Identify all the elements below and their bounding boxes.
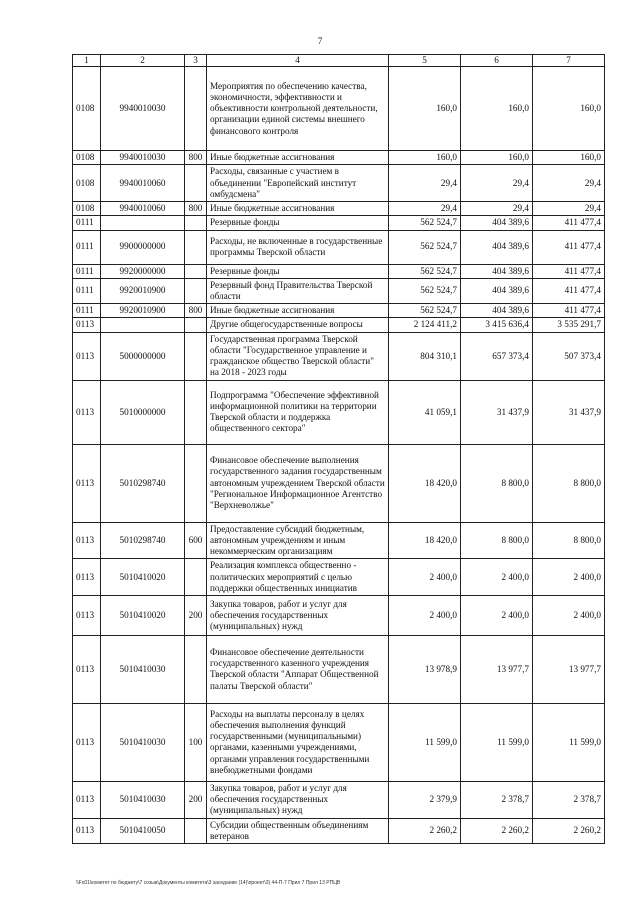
cell-expense-type	[185, 444, 207, 522]
cell-expense-type: 200	[185, 595, 207, 635]
cell-target-code: 5010410050	[101, 818, 185, 843]
cell-name: Реализация комплекса общественно - политических мероприятий с целью поддержки общественных инициатив	[207, 559, 389, 596]
cell-amount-3: 29,4	[533, 165, 605, 202]
cell-name: Иные бюджетные ассигнования	[207, 202, 389, 216]
cell-amount-1: 18 420,0	[389, 444, 461, 522]
cell-target-code: 9940010030	[101, 151, 185, 165]
cell-amount-1: 2 260,2	[389, 818, 461, 843]
cell-target-code: 9940010030	[101, 67, 185, 151]
cell-section: 0113	[73, 332, 101, 380]
cell-amount-3: 160,0	[533, 151, 605, 165]
cell-amount-3: 411 477,4	[533, 304, 605, 318]
cell-section: 0108	[73, 165, 101, 202]
cell-name: Мероприятия по обеспечению качества, экономичности, эффективности и объективности контрольной деятельности, организации единой системы внешнего финансового контроля	[207, 67, 389, 151]
cell-section: 0108	[73, 151, 101, 165]
header-col-2: 2	[101, 55, 185, 67]
cell-section: 0111	[73, 264, 101, 278]
cell-name: Расходы, связанные с участием в объединении "Европейский институт омбудсмена"	[207, 165, 389, 202]
cell-name: Финансовое обеспечение выполнения государственного задания государственным автономным учреждением Тверской области "Региональное Информационное Агентство "Верхневолжье"	[207, 444, 389, 522]
table-row	[73, 444, 605, 522]
header-col-1: 1	[73, 55, 101, 67]
cell-amount-1: 160,0	[389, 151, 461, 165]
cell-amount-2: 2 260,2	[461, 818, 533, 843]
cell-amount-1: 2 379,9	[389, 781, 461, 818]
cell-amount-3: 2 400,0	[533, 595, 605, 635]
cell-target-code: 9900000000	[101, 230, 185, 264]
cell-name: Резервные фонды	[207, 216, 389, 230]
cell-amount-3: 411 477,4	[533, 216, 605, 230]
cell-section: 0113	[73, 703, 101, 781]
cell-amount-3: 160,0	[533, 67, 605, 151]
cell-expense-type: 200	[185, 781, 207, 818]
cell-amount-2: 404 389,6	[461, 216, 533, 230]
cell-amount-3: 2 260,2	[533, 818, 605, 843]
cell-section: 0113	[73, 818, 101, 843]
cell-expense-type	[185, 635, 207, 703]
cell-amount-3: 13 977,7	[533, 635, 605, 703]
table-row	[73, 595, 605, 635]
cell-amount-2: 11 599,0	[461, 703, 533, 781]
cell-section: 0108	[73, 202, 101, 216]
header-col-5: 5	[389, 55, 461, 67]
cell-amount-1: 18 420,0	[389, 522, 461, 559]
table-row	[73, 318, 605, 332]
table-row	[73, 380, 605, 444]
cell-amount-3: 411 477,4	[533, 264, 605, 278]
cell-section: 0113	[73, 522, 101, 559]
cell-name: Предоставление субсидий бюджетным, автономным учреждениям и иным некоммерческим организациям	[207, 522, 389, 559]
cell-amount-1: 2 400,0	[389, 559, 461, 596]
cell-name: Расходы на выплаты персоналу в целях обеспечения выполнения функций государственными (муниципальными) органами, казенными учреждениями, органами управления государственными внебюджетными фондами	[207, 703, 389, 781]
cell-amount-1: 562 524,7	[389, 216, 461, 230]
cell-amount-2: 29,4	[461, 165, 533, 202]
cell-target-code: 9940010060	[101, 202, 185, 216]
cell-name: Иные бюджетные ассигнования	[207, 304, 389, 318]
cell-name: Иные бюджетные ассигнования	[207, 151, 389, 165]
header-col-3: 3	[185, 55, 207, 67]
table-header-row	[73, 55, 605, 67]
cell-expense-type: 800	[185, 151, 207, 165]
cell-amount-3: 3 535 291,7	[533, 318, 605, 332]
cell-name: Подпрограмма "Обеспечение эффективной информационной политики на территории Тверской области и поддержка общественного сектора"	[207, 380, 389, 444]
table-row	[73, 818, 605, 843]
cell-amount-1: 562 524,7	[389, 278, 461, 303]
cell-section: 0111	[73, 216, 101, 230]
table-row	[73, 264, 605, 278]
cell-expense-type	[185, 230, 207, 264]
cell-expense-type	[185, 67, 207, 151]
cell-amount-1: 160,0	[389, 67, 461, 151]
cell-amount-1: 13 978,9	[389, 635, 461, 703]
cell-amount-1: 29,4	[389, 165, 461, 202]
cell-target-code: 5010410020	[101, 595, 185, 635]
cell-name: Резервный фонд Правительства Тверской области	[207, 278, 389, 303]
cell-expense-type: 800	[185, 304, 207, 318]
cell-amount-3: 8 800,0	[533, 522, 605, 559]
cell-name: Закупка товаров, работ и услуг для обеспечения государственных (муниципальных) нужд	[207, 781, 389, 818]
cell-amount-3: 507 373,4	[533, 332, 605, 380]
cell-amount-3: 411 477,4	[533, 278, 605, 303]
cell-section: 0111	[73, 278, 101, 303]
cell-section: 0113	[73, 444, 101, 522]
cell-name: Закупка товаров, работ и услуг для обеспечения государственных (муниципальных) нужд	[207, 595, 389, 635]
cell-target-code: 9920010900	[101, 278, 185, 303]
cell-target-code: 5000000000	[101, 332, 185, 380]
table-row	[73, 216, 605, 230]
cell-expense-type	[185, 380, 207, 444]
cell-amount-2: 31 437,9	[461, 380, 533, 444]
cell-expense-type: 100	[185, 703, 207, 781]
cell-amount-1: 804 310,1	[389, 332, 461, 380]
cell-section: 0108	[73, 67, 101, 151]
cell-expense-type	[185, 332, 207, 380]
cell-amount-2: 29,4	[461, 202, 533, 216]
table-row	[73, 67, 605, 151]
cell-name: Резервные фонды	[207, 264, 389, 278]
cell-amount-2: 404 389,6	[461, 304, 533, 318]
cell-section: 0113	[73, 781, 101, 818]
budget-table	[72, 54, 605, 844]
table-body	[73, 67, 605, 844]
cell-expense-type	[185, 278, 207, 303]
page-number: 7	[317, 36, 323, 46]
cell-target-code: 9920000000	[101, 264, 185, 278]
cell-section: 0113	[73, 318, 101, 332]
table-row	[73, 781, 605, 818]
cell-name: Субсидии общественным объединениям ветеранов	[207, 818, 389, 843]
table-row	[73, 151, 605, 165]
cell-amount-3: 31 437,9	[533, 380, 605, 444]
cell-section: 0111	[73, 304, 101, 318]
cell-target-code	[101, 318, 185, 332]
cell-target-code: 5010410020	[101, 559, 185, 596]
cell-amount-2: 8 800,0	[461, 444, 533, 522]
cell-amount-1: 41 059,1	[389, 380, 461, 444]
cell-name: Другие общегосударственные вопросы	[207, 318, 389, 332]
cell-amount-1: 29,4	[389, 202, 461, 216]
cell-amount-1: 2 400,0	[389, 595, 461, 635]
cell-amount-3: 8 800,0	[533, 444, 605, 522]
cell-amount-2: 404 389,6	[461, 264, 533, 278]
cell-section: 0113	[73, 595, 101, 635]
table-row	[73, 230, 605, 264]
header-col-4: 4	[207, 55, 389, 67]
cell-expense-type: 800	[185, 202, 207, 216]
cell-amount-2: 2 400,0	[461, 595, 533, 635]
cell-expense-type	[185, 264, 207, 278]
cell-amount-3: 11 599,0	[533, 703, 605, 781]
cell-target-code: 5010298740	[101, 444, 185, 522]
cell-amount-2: 13 977,7	[461, 635, 533, 703]
cell-amount-3: 2 378,7	[533, 781, 605, 818]
cell-target-code: 5010000000	[101, 380, 185, 444]
table-row	[73, 165, 605, 202]
cell-amount-1: 11 599,0	[389, 703, 461, 781]
cell-target-code: 9920010900	[101, 304, 185, 318]
cell-amount-3: 411 477,4	[533, 230, 605, 264]
cell-amount-3: 2 400,0	[533, 559, 605, 596]
cell-amount-2: 160,0	[461, 67, 533, 151]
cell-amount-2: 404 389,6	[461, 278, 533, 303]
cell-amount-2: 160,0	[461, 151, 533, 165]
cell-expense-type	[185, 318, 207, 332]
cell-name: Расходы, не включенные в государственные программы Тверской области	[207, 230, 389, 264]
cell-section: 0111	[73, 230, 101, 264]
table-row	[73, 202, 605, 216]
cell-target-code: 5010410030	[101, 703, 185, 781]
cell-amount-2: 2 400,0	[461, 559, 533, 596]
cell-amount-1: 562 524,7	[389, 230, 461, 264]
cell-expense-type: 600	[185, 522, 207, 559]
cell-amount-2: 3 415 636,4	[461, 318, 533, 332]
table-row	[73, 304, 605, 318]
cell-amount-2: 657 373,4	[461, 332, 533, 380]
footer-file-path: \\Fs01\комитет по бюджету\7 созыв\Документы комитета\3 заседание (14)\проект\3) 44-П-7 Прил 7 Прил 13 РПЦВ	[76, 880, 341, 886]
header-col-6: 6	[461, 55, 533, 67]
cell-expense-type	[185, 216, 207, 230]
cell-section: 0113	[73, 380, 101, 444]
cell-name: Государственная программа Тверской области "Государственное управление и гражданское общество Тверской области" на 2018 - 2023 годы	[207, 332, 389, 380]
cell-expense-type	[185, 818, 207, 843]
cell-amount-1: 562 524,7	[389, 304, 461, 318]
cell-target-code: 5010410030	[101, 635, 185, 703]
cell-target-code: 9940010060	[101, 165, 185, 202]
table-row	[73, 332, 605, 380]
cell-expense-type	[185, 559, 207, 596]
cell-section: 0113	[73, 635, 101, 703]
table-row	[73, 278, 605, 303]
cell-target-code: 5010298740	[101, 522, 185, 559]
cell-amount-1: 2 124 411,2	[389, 318, 461, 332]
cell-amount-2: 2 378,7	[461, 781, 533, 818]
cell-amount-2: 8 800,0	[461, 522, 533, 559]
cell-amount-3: 29,4	[533, 202, 605, 216]
cell-section: 0113	[73, 559, 101, 596]
table-row	[73, 635, 605, 703]
cell-amount-2: 404 389,6	[461, 230, 533, 264]
cell-expense-type	[185, 165, 207, 202]
table-row	[73, 703, 605, 781]
cell-target-code	[101, 216, 185, 230]
table-row	[73, 559, 605, 596]
cell-amount-1: 562 524,7	[389, 264, 461, 278]
cell-target-code: 5010410030	[101, 781, 185, 818]
table-row	[73, 522, 605, 559]
cell-name: Финансовое обеспечение деятельности государственного казенного учреждения Тверской области "Аппарат Общественной палаты Тверской области"	[207, 635, 389, 703]
header-col-7: 7	[533, 55, 605, 67]
